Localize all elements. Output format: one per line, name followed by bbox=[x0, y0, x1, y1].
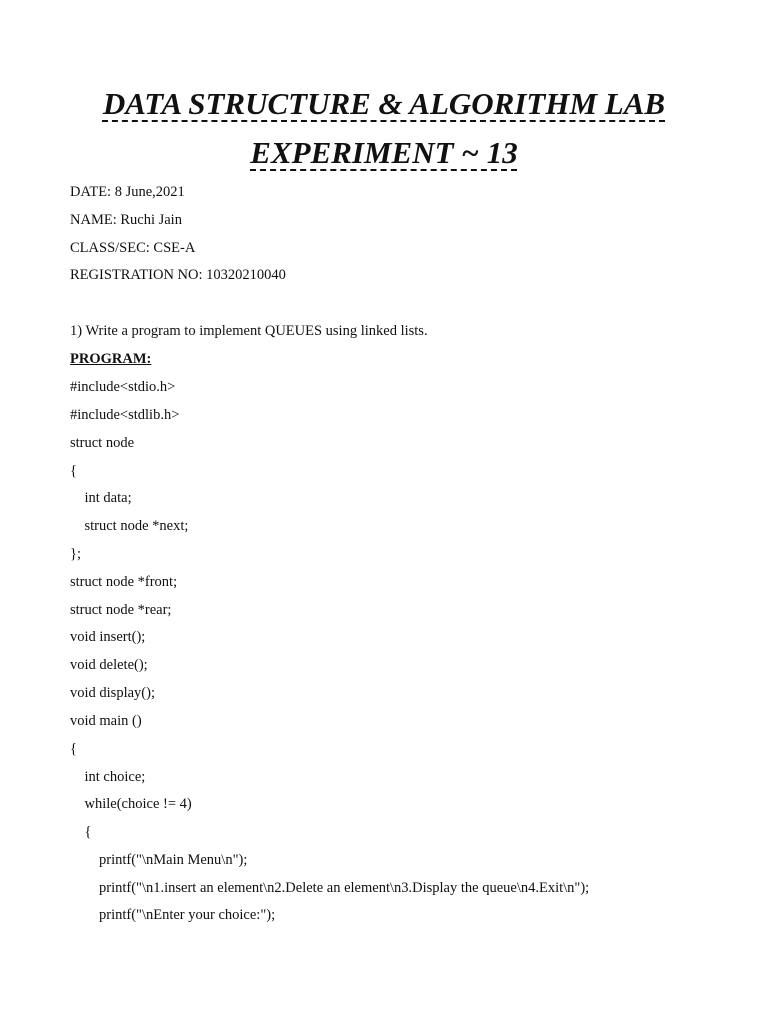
class-line: CLASS/SEC: CSE-A bbox=[70, 240, 196, 256]
experiment-title: EXPERIMENT ~ 13 bbox=[250, 135, 518, 170]
program-label: PROGRAM: bbox=[70, 351, 152, 367]
code-line: { bbox=[70, 741, 77, 757]
question-text: 1) Write a program to implement QUEUES using linked lists. bbox=[70, 323, 428, 339]
code-line: { bbox=[70, 824, 92, 840]
code-line: printf("\nMain Menu\n"); bbox=[70, 852, 248, 868]
code-line: void main () bbox=[70, 713, 142, 729]
page-title: DATA STRUCTURE & ALGORITHM LAB bbox=[102, 86, 666, 121]
code-line: #include<stdio.h> bbox=[70, 379, 176, 395]
code-line: { bbox=[70, 463, 77, 479]
code-line: printf("\n1.insert an element\n2.Delete an element\n3.Display the queue\n4.Exit\n"); bbox=[70, 880, 590, 896]
date-line: DATE: 8 June,2021 bbox=[70, 184, 185, 200]
registration-line: REGISTRATION NO: 10320210040 bbox=[70, 267, 286, 283]
code-line: struct node *rear; bbox=[70, 602, 172, 618]
code-line: struct node bbox=[70, 435, 135, 451]
code-line: #include<stdlib.h> bbox=[70, 407, 180, 423]
code-line: void delete(); bbox=[70, 657, 148, 673]
code-line: struct node *front; bbox=[70, 574, 178, 590]
code-line: struct node *next; bbox=[70, 518, 189, 534]
code-line: printf("\nEnter your choice:"); bbox=[70, 907, 276, 923]
code-line: int choice; bbox=[70, 769, 146, 785]
name-line: NAME: Ruchi Jain bbox=[70, 212, 182, 228]
code-line: }; bbox=[70, 546, 81, 562]
code-line: int data; bbox=[70, 490, 132, 506]
code-line: while(choice != 4) bbox=[70, 796, 192, 812]
code-line: void display(); bbox=[70, 685, 155, 701]
code-line: void insert(); bbox=[70, 629, 146, 645]
